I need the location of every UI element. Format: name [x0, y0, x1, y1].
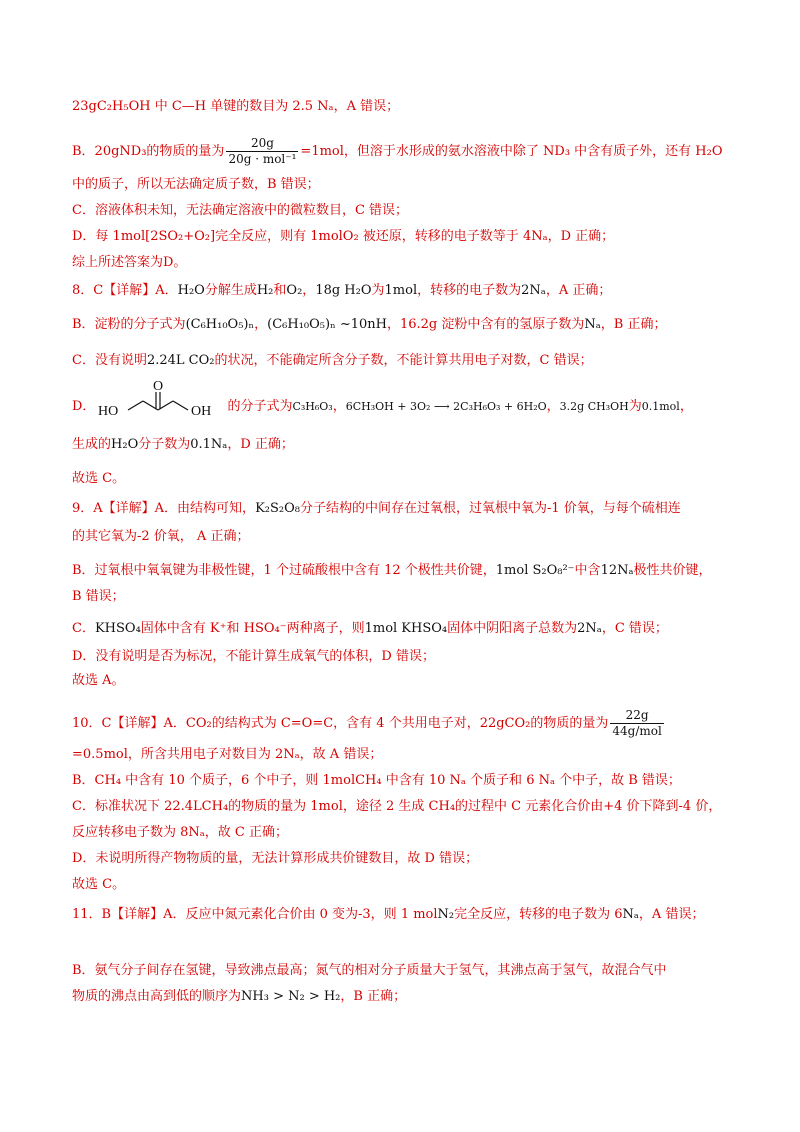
text-segment: =1mol，但溶于水形成的氨水溶液中除了 ND₃ 中含有质子外，还有 H₂O — [300, 144, 723, 159]
text-line — [72, 500, 681, 518]
text-segment: 固体中含有 K⁺和 HSO₄⁻两种离子，则 — [140, 621, 365, 636]
formula: N₂ — [437, 907, 455, 922]
text-segment: ，D 正确； — [227, 437, 294, 452]
formula: 12Nₐ — [600, 563, 634, 578]
formula: 2Nₐ — [521, 283, 546, 298]
formula: NH₃ > N₂ > H₂ — [241, 989, 341, 1004]
text-segment: C．没有说明 — [72, 353, 147, 368]
text-segment: B．过氧根中氧氧键为非极性键，1 个过硫酸根中含有 12 个极性共价键， — [72, 563, 496, 578]
fraction-numerator: 20g — [226, 136, 298, 152]
fraction-denominator: 44g/mol — [612, 724, 662, 738]
text-segment: ，A 正确； — [545, 283, 612, 298]
text-segment: ，A 错误； — [638, 907, 705, 922]
text-segment: ， — [302, 283, 316, 298]
text-line: 故选 A。 — [72, 673, 125, 688]
text-line — [72, 562, 712, 580]
formula: O₂ — [286, 283, 303, 298]
text-line — [72, 282, 611, 300]
text-line — [72, 906, 704, 924]
text-line: 中的质子，所以无法确定质子数，B 错误； — [72, 177, 320, 192]
text-line: 的其它氧为-2 价氧， A 正确； — [72, 529, 250, 544]
hydroxyl-label: OH — [191, 404, 212, 419]
text-segment: 中含 — [574, 563, 601, 578]
text-line: D．未说明所得产物物质的量，无法计算形成共价键数目，故 D 错误； — [72, 851, 479, 866]
formula: Nₐ — [622, 907, 639, 922]
text-segment: 的状况，不能确定所含分子数，不能计算共用电子对数，C 错误； — [214, 353, 593, 368]
text-segment: 极性共价键， — [633, 563, 712, 578]
text-segment: 和 — [273, 283, 287, 298]
text-line: =0.5mol，所含共用电子对数目为 2Nₐ，故 A 错误； — [72, 747, 383, 762]
text-line — [72, 620, 668, 638]
text-segment: 分子数为 — [138, 437, 191, 452]
fraction-denominator: 20g · mol⁻¹ — [228, 152, 297, 166]
text-line: B．氨气分子间存在氢键，导致沸点最高；氮气的相对分子质量大于氢气，其沸点高于氢气，故混合气中 — [72, 963, 667, 978]
text-segment: ，B 正确； — [600, 317, 667, 332]
text-segment: 分解生成 — [204, 283, 257, 298]
text-line: B．CH₄ 中含有 10 个质子，6 个中子，则 1molCH₄ 中含有 10 Nₐ 个质子和 6 Nₐ 个中子，故 B 错误； — [72, 773, 681, 788]
text-segment: B．20gND₃的物质的量为 — [72, 144, 225, 159]
formula: K₂S₂O₈ — [255, 501, 300, 516]
formula: 2.24L CO₂ — [146, 353, 215, 368]
text-segment: 完全反应，转移的电子数为 6 — [454, 907, 623, 922]
fraction — [226, 136, 298, 167]
formula: KHSO₄ — [94, 621, 141, 636]
text-line — [72, 316, 666, 334]
text-segment: ， — [332, 399, 346, 414]
formula: 18g H₂O — [315, 283, 372, 298]
oxygen-label: O — [153, 379, 164, 394]
text-line — [72, 708, 666, 739]
text-segment: B．淀粉的分子式为 — [72, 317, 186, 332]
formula: H₂O — [111, 437, 139, 452]
text-line: 故选 C。 — [72, 471, 126, 486]
text-line: 反应转移电子数为 8Nₐ，故 C 正确； — [72, 825, 289, 840]
text-line — [72, 988, 406, 1006]
formula: C₃H₆O₃ — [292, 400, 333, 413]
text-line: C．溶液体积未知，无法确定溶液中的微粒数目，C 错误； — [72, 203, 409, 218]
fraction-numerator: 22g — [610, 708, 663, 724]
text-segment: 为 — [628, 399, 642, 414]
text-segment: 为 — [371, 283, 385, 298]
text-segment: 11．B【详解】A．反应中氮元素化合价由 0 变为-3，则 1 mol — [72, 907, 438, 922]
formula: 0.1Nₐ — [190, 437, 228, 452]
formula: 1mol — [384, 283, 418, 298]
text-line — [72, 352, 593, 370]
text-segment: ， — [254, 317, 268, 332]
text-segment: ，C 错误； — [601, 621, 668, 636]
formula: 1mol S₂O₈²⁻ — [495, 563, 575, 578]
text-segment: 9．A【详解】A．由结构可知， — [72, 501, 256, 516]
text-line — [72, 136, 723, 167]
text-line: 故选 C。 — [72, 877, 126, 892]
hydroxyl-label: HO — [98, 404, 119, 419]
text-segment: ，B 正确； — [340, 989, 407, 1004]
formula: 0.1mol — [641, 400, 680, 413]
text-segment: ，16.2g 淀粉中含有的氢原子数为 — [386, 317, 585, 332]
formula: (C₆H₁₀O₅)ₙ — [185, 317, 255, 332]
formula: Nₐ — [584, 317, 601, 332]
text-segment: ，转移的电子数为 — [417, 283, 522, 298]
text-line: 综上所述答案为D。 — [72, 255, 187, 270]
formula: 3.2g CH₃OH — [559, 400, 629, 413]
text-segment: 的分子式为 — [227, 399, 293, 414]
text-line: 23gC₂H₅OH 中 C—H 单键的数目为 2.5 Nₐ，A 错误； — [72, 99, 400, 114]
text-line — [72, 398, 693, 416]
text-line: B 错误； — [72, 589, 125, 604]
text-segment: 分子结构的中间存在过氧根，过氧根中氧为-1 价氧，与每个硫相连 — [299, 501, 681, 516]
text-line: C．标准状况下 22.4LCH₄的物质的量为 1mol，途径 2 生成 CH₄的过程中 C 元素化合价由+4 价下降到-4 价， — [72, 799, 722, 814]
reaction-equation: 6CH₃OH + 3O₂ ⟶ 2C₃H₆O₃ + 6H₂O — [345, 400, 547, 413]
text-line — [72, 436, 294, 454]
text-segment: C． — [72, 621, 95, 636]
text-segment: 物质的沸点由高到低的顺序为 — [72, 989, 242, 1004]
formula: 2Nₐ — [577, 621, 602, 636]
formula: 1mol KHSO₄ — [364, 621, 448, 636]
formula: (C₆H₁₀O₅)ₙ ~10nH — [267, 317, 387, 332]
text-line: D．没有说明是否为标况，不能计算生成氧气的体积，D 错误； — [72, 649, 435, 664]
text-segment: 8．C【详解】A． — [72, 283, 178, 298]
formula: H₂ — [256, 283, 274, 298]
text-segment: 10．C【详解】A．CO₂的结构式为 C=O=C，含有 4 个共用电子对，22gCO₂的物质的量为 — [72, 716, 609, 731]
text-segment: 生成的 — [72, 437, 112, 452]
text-segment: ， — [546, 399, 560, 414]
text-segment: D． — [72, 399, 96, 414]
text-line: D．每 1mol[2SO₂+O₂]完全反应，则有 1molO₂ 被还原，转移的电子数等于 4Nₐ，D 正确； — [72, 229, 615, 244]
text-segment: ， — [679, 399, 693, 414]
text-segment: 固体中阴阳离子总数为 — [447, 621, 578, 636]
fraction — [610, 708, 663, 739]
formula: H₂O — [177, 283, 205, 298]
